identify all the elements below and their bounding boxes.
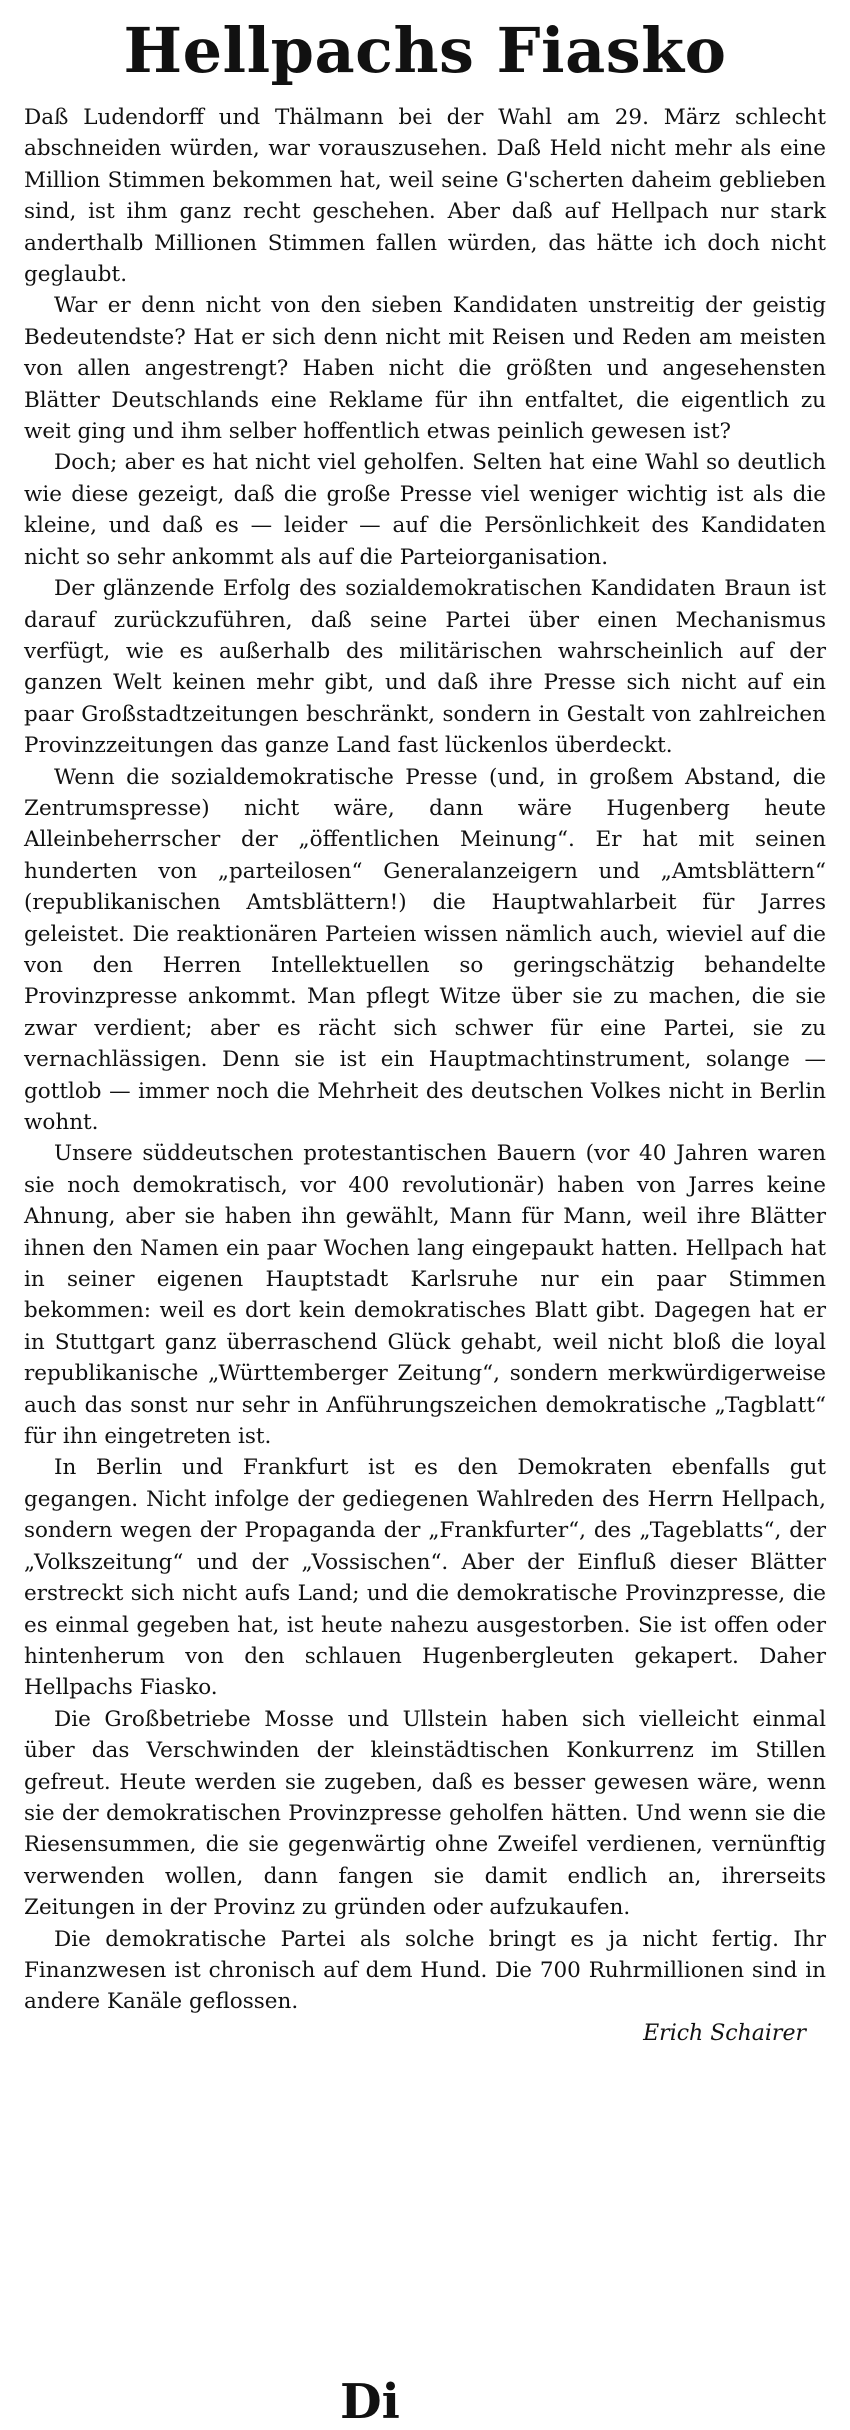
article-body (24, 102, 826, 2018)
paragraph-7: In Berlin und Frankfurt ist es den Demokraten ebenfalls gut gegangen. Nicht infolge der gediegenen Wahlreden des Herrn Hellpach, sondern wegen der Propaganda der „Frankfurter“, des „Tageblatts“, der „Volkszeitung“ und der „Vossischen“. Aber der Einfluß dieser Blätter erstreckt sich nicht aufs Land; und die demokratische Provinzpresse, die es einmal gegeben hat, ist heute nahezu ausgestorben. Sie ist offen oder hintenherum von den schlauen Hugenbergleuten gekapert. Daher Hellpachs Fiasko. (24, 1455, 826, 1701)
paragraph-8: Die Großbetriebe Mosse und Ullstein haben sich vielleicht einmal über das Verschwinden der kleinstädtischen Konkurrenz im Stillen gefreut. Heute werden sie zugeben, daß es besser gewesen wäre, wenn sie der demokratischen Provinzpresse geholfen hätten. Und wenn sie die Riesensummen, die sie gegenwärtig ohne Zweifel verdienen, vernünftig verwenden wollen, dann fangen sie damit endlich an, ihrerseits Zeitungen in der Provinz zu gründen oder aufzukaufen. (24, 1706, 826, 1921)
paragraph-3: Doch; aber es hat nicht viel geholfen. Selten hat eine Wahl so deutlich wie diese gezeigt, daß die große Presse viel weniger wichtig ist als die kleine, und daß es — leider — auf die Persönlichkeit des Kandidaten nicht so sehr ankommt als auf die Parteiorganisation. (24, 450, 826, 570)
paragraph-2: War er denn nicht von den sieben Kandidaten unstreitig der geistig Bedeutendste? Hat er sich denn nicht mit Reisen und Reden am meisten von allen angestrengt? Haben nicht die größten und angesehensten Blätter Deutschlands eine Reklame für ihn entfaltet, die eigentlich zu weit ging und ihm selber hoffentlich etwas peinlich gewesen ist? (24, 293, 826, 445)
paragraph-1: Daß Ludendorff und Thälmann bei der Wahl am 29. März schlecht abschneiden würden, war vorauszusehen. Daß Held nicht mehr als eine Million Stimmen bekommen hat, weil seine G'scherten daheim geblieben sind, ist ihm ganz recht geschehen. Aber daß auf Hellpach nur stark anderthalb Millionen Stimmen fallen würden, das hätte ich doch nicht geglaubt. (24, 105, 826, 288)
paragraph-4: Der glänzende Erfolg des sozialdemokratischen Kandidaten Braun ist darauf zurückzuführen, daß seine Partei über einen Mechanismus verfügt, wie es außerhalb des militärischen wahrscheinlich auf der ganzen Welt keinen mehr gibt, und daß ihre Presse sich nicht auf ein paar Großstadtzeitungen beschränkt, sondern in Gestalt von zahlreichen Provinzzeitungen das ganze Land fast lückenlos überdeckt. (24, 576, 826, 759)
article-headline: Hellpachs Fiasko (123, 14, 727, 87)
paragraph-9: Die demokratische Partei als solche bringt es ja nicht fertig. Ihr Finanzwesen ist chronisch auf dem Hund. Die 700 Ruhrmillionen sind in andere Kanäle geflossen. (24, 1926, 826, 2015)
paragraph-5: Wenn die sozialdemokratische Presse (und, in großem Abstand, die Zentrumspresse) nicht wäre, dann wäre Hugenberg heute Alleinbeherrscher der „öffentlichen Meinung“. Er hat mit seinen hunderten von „parteilosen“ Generalanzeigern und „Amtsblättern“ (republikanischen Amtsblättern!) die Hauptwahlarbeit für Jarres geleistet. Die reaktionären Parteien wissen nämlich auch, wieviel auf die von den Herren Intellektuellen so geringschätzig behandelte Provinzpresse ankommt. Man pflegt Witze über sie zu machen, die sie zwar verdient; aber es rächt sich schwer für eine Partei, sie zu vernachlässigen. Denn sie ist ein Hauptmachtinstrument, solange — gottlob — immer noch die Mehrheit des deutschen Volkes nicht in Berlin wohnt. (24, 764, 826, 1135)
next-article-heading-fragment: Di (340, 2374, 400, 2430)
paragraph-6: Unsere süddeutschen protestantischen Bauern (vor 40 Jahren waren sie noch demokratisch, vor 400 revolutionär) haben von Jarres keine Ahnung, aber sie haben ihn gewählt, Mann für Mann, weil ihre Blätter ihnen den Namen ein paar Wochen lang eingepaukt hatten. Hellpach hat in seiner eigenen Hauptstadt Karlsruhe nur ein paar Stimmen bekommen: weil es dort kein demokratisches Blatt gibt. Dagegen hat er in Stuttgart ganz überraschend Glück gehabt, weil nicht bloß die loyal republikanische „Württemberger Zeitung“, sondern merkwürdigerweise auch das sonst nur sehr in Anführungszeichen demokratische „Tagblatt“ für ihn eingetreten ist. (24, 1141, 826, 1450)
author-signature: Erich Schairer (643, 2020, 806, 2046)
